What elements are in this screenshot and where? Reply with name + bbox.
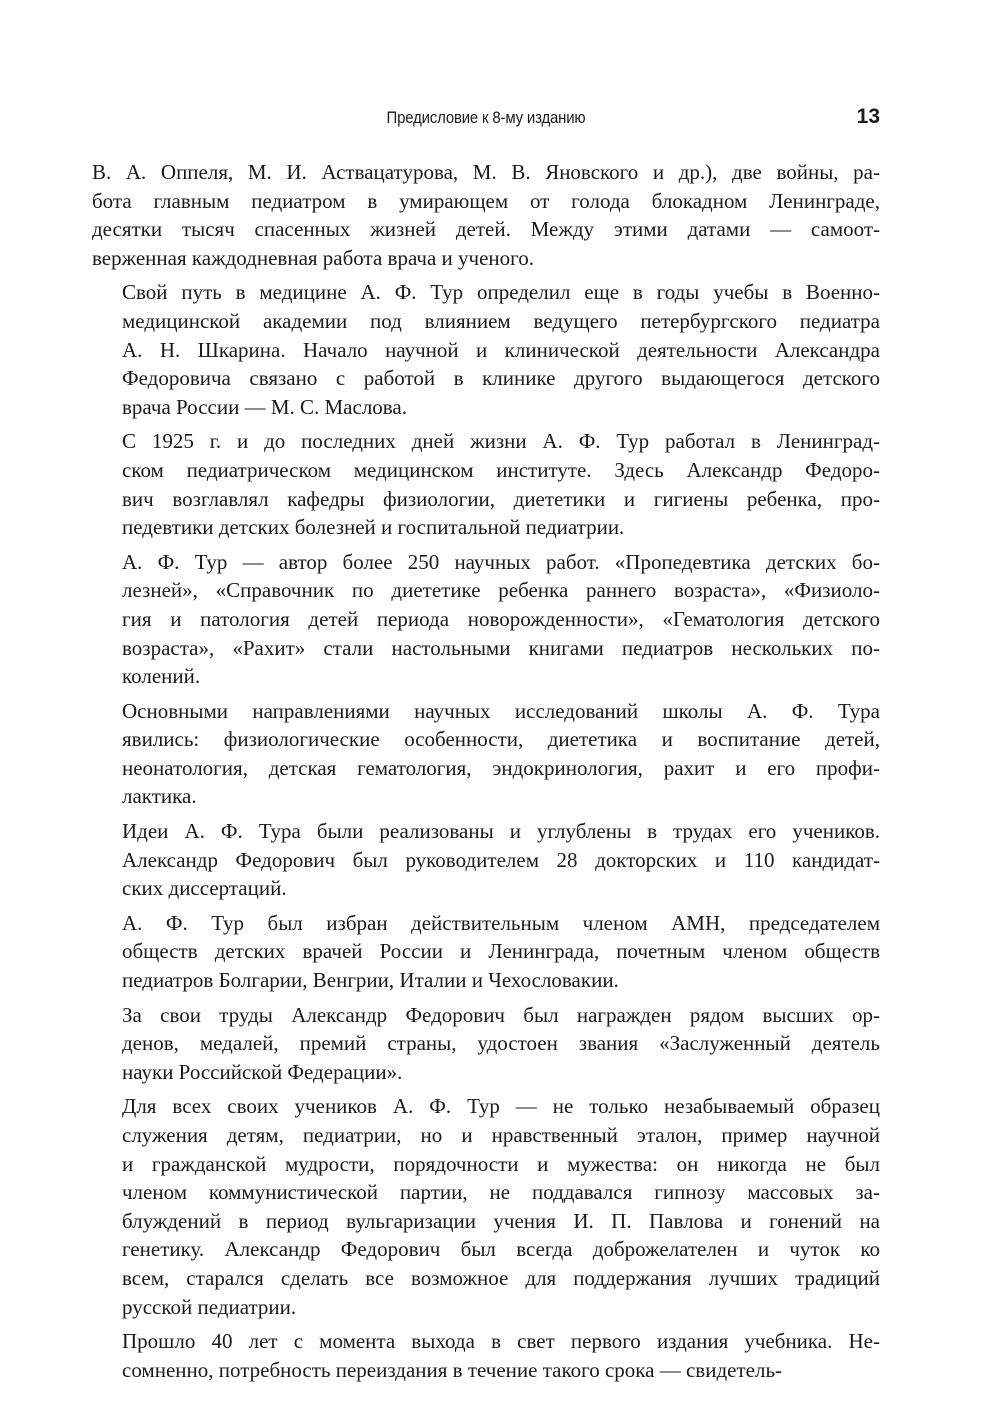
text-line: Александр Федорович был руководителем 28 докторских и 110 кандидат- (122, 847, 880, 872)
text-line: служения детям, педиатрии, но и нравственный эталон, пример научной (122, 1123, 880, 1147)
text-line: Прошло 40 лет с момента выхода в свет первого издания учебника. Не- (122, 1329, 880, 1354)
text-line: колений. (122, 664, 201, 689)
text-line: педиатров Болгарии, Венгрии, Италии и Чехословакии. (122, 968, 619, 993)
paragraph (92, 158, 880, 272)
text-line: десятки тысяч спасенных жизней детей. Между этими датами — самоот- (92, 217, 880, 242)
text-line: лактика. (122, 784, 197, 809)
text-line: Идеи А. Ф. Тура были реализованы и углублены в трудах его учеников. (122, 819, 880, 844)
text-line: А. Ф. Тур был избран действительным членом АМН, председателем (122, 910, 880, 935)
paragraph (92, 1327, 880, 1384)
text-line: медицинской академии под влиянием ведущего петербургского педиатра (122, 308, 880, 333)
text-line: вич возглавлял кафедры физиологии, диететики и гигиены ребенка, про- (122, 486, 880, 511)
text-line: возраста», «Рахит» стали настольными книгами педиатров нескольких по- (122, 635, 880, 660)
paragraph (92, 1001, 880, 1087)
text-line: явились: физиологические особенности, диететика и воспитание детей, (122, 727, 880, 752)
text-line: членом коммунистической партии, не поддавался гипнозу массовых за- (122, 1180, 880, 1205)
body-text (92, 158, 880, 1384)
paragraph (92, 278, 880, 421)
text-line: ских диссертаций. (122, 876, 287, 901)
running-title: Предисловие к 8-му изданию (386, 108, 586, 127)
text-line: С 1925 г. и до последних дней жизни А. Ф. Тур работал в Ленинград- (122, 429, 880, 454)
text-line: ском педиатрическом медицинском институте. Здесь Александр Федоро- (122, 457, 880, 482)
page-number: 13 (856, 105, 880, 128)
text-line: науки Российской Федерации». (122, 1059, 403, 1084)
text-line: А. Н. Шкарина. Начало научной и клинической деятельности Александра (122, 337, 880, 362)
book-page (92, 100, 880, 1390)
text-line: А. Ф. Тур — автор более 250 научных работ. «Пропедевтика детских бо- (122, 549, 880, 574)
text-line: За свои труды Александр Федорович был награжден рядом высших ор- (122, 1002, 880, 1027)
running-header (92, 100, 880, 136)
paragraph (92, 427, 880, 541)
text-line: сомненно, потребность переиздания в течение такого срока — свидетель- (122, 1357, 783, 1382)
text-line: врача России — М. С. Маслова. (122, 394, 408, 419)
text-line: всем, старался сделать все возможное для поддержания лучших традиций (122, 1265, 880, 1290)
paragraph (92, 1092, 880, 1321)
paragraph (92, 548, 880, 691)
text-line: генетику. Александр Федорович был всегда доброжелателен и чуток ко (122, 1237, 880, 1262)
text-line: Федоровича связано с работой в клинике другого выдающегося детского (122, 366, 880, 391)
text-line: денов, медалей, премий страны, удостоен звания «Заслуженный деятель (122, 1031, 880, 1056)
paragraph (92, 909, 880, 995)
text-line: Свой путь в медицине А. Ф. Тур определил еще в годы учебы в Военно- (122, 280, 880, 305)
text-line: верженная каждодневная работа врача и ученого. (92, 245, 535, 270)
text-line: блуждений в период вульгаризации учения И. П. Павлова и гонений на (122, 1208, 880, 1233)
text-line: русской педиатрии. (122, 1294, 297, 1319)
paragraph (92, 697, 880, 811)
text-line: Для всех своих учеников А. Ф. Тур — не только незабываемый образец (122, 1094, 880, 1119)
paragraph (92, 817, 880, 903)
text-line: бота главным педиатром в умирающем от голода блокадном Ленинграде, (92, 188, 880, 213)
text-line: В. А. Оппеля, М. И. Аствацатурова, М. В. Яновского и др.), две войны, ра- (92, 160, 880, 184)
text-line: гия и патология детей периода новорожденности», «Гематология детского (122, 606, 880, 631)
text-line: и гражданской мудрости, порядочности и мужества: он никогда не был (122, 1151, 880, 1176)
text-line: лезней», «Справочник по диететике ребенка раннего возраста», «Физиоло- (122, 578, 880, 603)
text-line: обществ детских врачей России и Ленинграда, почетным членом обществ (122, 939, 880, 964)
text-line: педевтики детских болезней и госпитальной педиатрии. (122, 515, 625, 540)
text-line: неонатология, детская гематология, эндокринология, рахит и его профи- (122, 755, 880, 780)
text-line: Основными направлениями научных исследований школы А. Ф. Тура (122, 698, 880, 723)
